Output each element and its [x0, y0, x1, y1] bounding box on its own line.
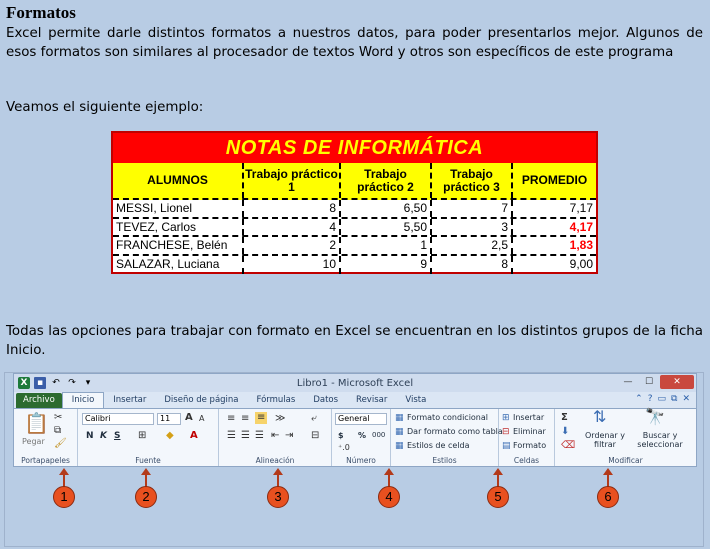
autosum-icon[interactable]: Σ: [561, 412, 568, 423]
tp3-value: 2,5: [432, 237, 513, 254]
tp2-value: 6,50: [341, 200, 432, 217]
font-color-icon[interactable]: A: [190, 430, 198, 441]
notes-table-title-text: NOTAS DE INFORMÁTICA: [225, 136, 484, 159]
callout-marker-5: 5: [487, 486, 509, 508]
tab-datos[interactable]: Datos: [313, 395, 339, 405]
font-name-select[interactable]: Calibri: [82, 413, 154, 425]
merge-center-icon[interactable]: ⊟: [311, 430, 320, 441]
ribbon-tabs: [14, 392, 696, 408]
group-label-portapapeles: Portapapeles: [21, 456, 70, 465]
doc-minimize-icon[interactable]: ▭: [657, 394, 667, 404]
group-label-numero: Número: [346, 456, 376, 465]
delete-cells-icon: ⊟: [502, 427, 510, 437]
format-painter-icon[interactable]: 🖌: [54, 438, 67, 449]
copy-icon[interactable]: ⧉: [54, 425, 62, 436]
number-format-select[interactable]: General: [335, 413, 387, 425]
group-portapapeles: [14, 409, 78, 466]
insert-cells-icon: ⊞: [502, 413, 510, 423]
fill-icon[interactable]: ⬇: [561, 426, 570, 437]
tab-diseno[interactable]: Diseño de página: [164, 395, 239, 405]
bold-button[interactable]: N: [86, 431, 94, 441]
header-tp2: Trabajo práctico 2: [341, 163, 432, 198]
cell-styles-icon: ▦: [395, 441, 404, 451]
percent-button[interactable]: %: [358, 431, 367, 440]
borders-icon[interactable]: ⊞: [138, 430, 147, 441]
tp1-value: 10: [244, 256, 341, 275]
customize-qa-icon[interactable]: ▾: [85, 378, 91, 388]
group-label-modificar: Modificar: [608, 456, 643, 465]
clear-icon[interactable]: ⌫: [561, 440, 576, 451]
header-alumnos: ALUMNOS: [113, 163, 244, 198]
tab-vista[interactable]: Vista: [405, 395, 427, 405]
align-top-icon[interactable]: ≡: [227, 413, 236, 424]
help-icon[interactable]: ?: [647, 394, 653, 404]
increase-indent-icon[interactable]: ⇥: [285, 430, 294, 441]
find-select-icon[interactable]: 🔭: [645, 407, 665, 426]
intro-paragraph: Excel permite darle distintos formatos a nuestros datos, para poder presentarlos mejor. Algunos de esos formatos son similares al procesador de textos Word y otros son específicos de este programa: [6, 26, 703, 60]
cut-icon[interactable]: ✂: [54, 412, 63, 423]
table-row: [113, 219, 596, 238]
tp1-value: 2: [244, 237, 341, 254]
notes-table: [111, 131, 598, 274]
minimize-icon[interactable]: —: [623, 377, 633, 387]
tp3-value: 8: [432, 256, 513, 275]
table-row: [113, 200, 596, 219]
fill-color-icon[interactable]: ◆: [166, 430, 174, 441]
align-middle-icon[interactable]: ≡: [241, 413, 250, 424]
shrink-font-icon[interactable]: A: [199, 414, 205, 423]
header-tp1: Trabajo práctico 1: [244, 163, 341, 198]
align-bottom-icon[interactable]: ≡: [257, 412, 266, 423]
notes-table-header: [113, 163, 596, 200]
tp1-value: 8: [244, 200, 341, 217]
callout-marker-4: 4: [378, 486, 400, 508]
tab-inicio[interactable]: Inicio: [62, 392, 105, 408]
ribbon-paragraph: Todas las opciones para trabajar con formato en Excel se encuentran en los distintos grupos de la ficha Inicio.: [6, 324, 703, 358]
student-name: MESSI, Lionel: [113, 200, 244, 217]
conditional-format-button[interactable]: Formato condicional: [407, 413, 489, 422]
format-cells-icon: ▤: [502, 441, 511, 451]
cell-styles-button[interactable]: Estilos de celda: [407, 441, 470, 450]
window-titlebar: [14, 374, 696, 392]
orientation-icon[interactable]: ≫: [275, 413, 286, 424]
align-left-icon[interactable]: ☰: [227, 430, 236, 441]
tp2-value: 1: [341, 237, 432, 254]
tab-formulas[interactable]: Fórmulas: [256, 395, 296, 405]
currency-button[interactable]: $: [338, 431, 344, 440]
align-right-icon[interactable]: ☰: [255, 430, 264, 441]
example-paragraph: Veamos el siguiente ejemplo:: [6, 100, 204, 115]
save-icon[interactable]: ▪: [34, 377, 46, 389]
format-as-table-icon: ▦: [395, 427, 404, 437]
undo-icon[interactable]: ↶: [52, 378, 60, 388]
header-promedio: PROMEDIO: [521, 173, 588, 187]
tp2-value: 9: [341, 256, 432, 275]
delete-cells-button[interactable]: Eliminar: [513, 427, 546, 436]
window-controls: [618, 375, 694, 389]
average-value: 7,17: [569, 201, 593, 215]
paste-icon[interactable]: 📋: [24, 411, 49, 435]
notes-table-title: [113, 133, 596, 163]
ribbon-groups: [14, 408, 696, 466]
redo-icon[interactable]: ↷: [68, 378, 76, 388]
callout-marker-1: 1: [53, 486, 75, 508]
sort-filter-icon[interactable]: ⇅: [593, 407, 607, 426]
table-row: [113, 237, 596, 256]
tp1-value: 4: [244, 219, 341, 236]
group-label-alineacion: Alineación: [255, 456, 295, 465]
group-fuente: [78, 409, 219, 466]
decrease-indent-icon[interactable]: ⇤: [271, 430, 280, 441]
average-value: 4,17: [569, 219, 593, 234]
callout-marker-2: 2: [135, 486, 157, 508]
font-size-select[interactable]: 11: [157, 413, 181, 425]
italic-button[interactable]: K: [100, 431, 107, 441]
paste-label[interactable]: Pegar: [22, 437, 45, 446]
close-icon[interactable]: ✕: [660, 375, 694, 389]
group-label-fuente: Fuente: [135, 456, 161, 465]
thousands-button[interactable]: 000: [372, 431, 386, 439]
format-cells-button[interactable]: Formato: [513, 441, 547, 450]
excel-logo-icon: X: [18, 377, 30, 389]
group-celdas: [499, 409, 555, 466]
group-modificar: [555, 409, 696, 466]
group-label-celdas: Celdas: [513, 456, 540, 465]
decimal-icon[interactable]: ⁺.0: [338, 443, 350, 452]
format-as-table-button[interactable]: Dar formato como tabla: [407, 427, 503, 436]
tp2-value: 5,50: [341, 219, 432, 236]
group-label-estilos: Estilos: [432, 456, 457, 465]
tp3-value: 7: [432, 200, 513, 217]
insert-cells-button[interactable]: Insertar: [513, 413, 545, 422]
conditional-format-icon: ▦: [395, 413, 404, 423]
average-value: 1,83: [569, 238, 593, 252]
student-name: FRANCHESE, Belén: [113, 237, 244, 254]
grow-font-icon[interactable]: A: [185, 412, 193, 423]
tab-archivo[interactable]: Archivo: [16, 393, 62, 408]
group-numero: [332, 409, 391, 466]
table-row: [113, 256, 596, 275]
collapse-ribbon-icon[interactable]: ⌃: [635, 394, 643, 404]
header-tp3: Trabajo práctico 3: [432, 163, 513, 198]
align-center-icon[interactable]: ☰: [241, 430, 250, 441]
doc-restore-icon[interactable]: ⧉: [671, 394, 678, 404]
sort-filter-button[interactable]: Ordenar y filtrar: [585, 431, 625, 449]
underline-button[interactable]: S: [114, 431, 121, 441]
window-title: Libro1 - Microsoft Excel: [296, 377, 414, 389]
excel-ribbon: [13, 373, 697, 467]
doc-close-icon[interactable]: ✕: [682, 394, 690, 404]
student-name: TEVEZ, Carlos: [113, 219, 244, 236]
student-name: SALAZAR, Luciana: [113, 256, 244, 275]
maximize-icon[interactable]: ☐: [644, 377, 654, 387]
group-estilos: [391, 409, 503, 466]
average-value: 9,00: [569, 256, 593, 271]
callout-marker-6: 6: [597, 486, 619, 508]
group-alineacion: [219, 409, 332, 466]
tab-revisar[interactable]: Revisar: [356, 395, 388, 405]
find-select-button[interactable]: Buscar y seleccionar: [637, 431, 683, 449]
wrap-text-icon[interactable]: ⤶: [311, 413, 317, 424]
tp3-value: 3: [432, 219, 513, 236]
page-title: Formatos: [6, 3, 76, 22]
callout-marker-3: 3: [267, 486, 289, 508]
tab-right-controls: [635, 394, 690, 404]
tab-insertar[interactable]: Insertar: [113, 395, 147, 405]
